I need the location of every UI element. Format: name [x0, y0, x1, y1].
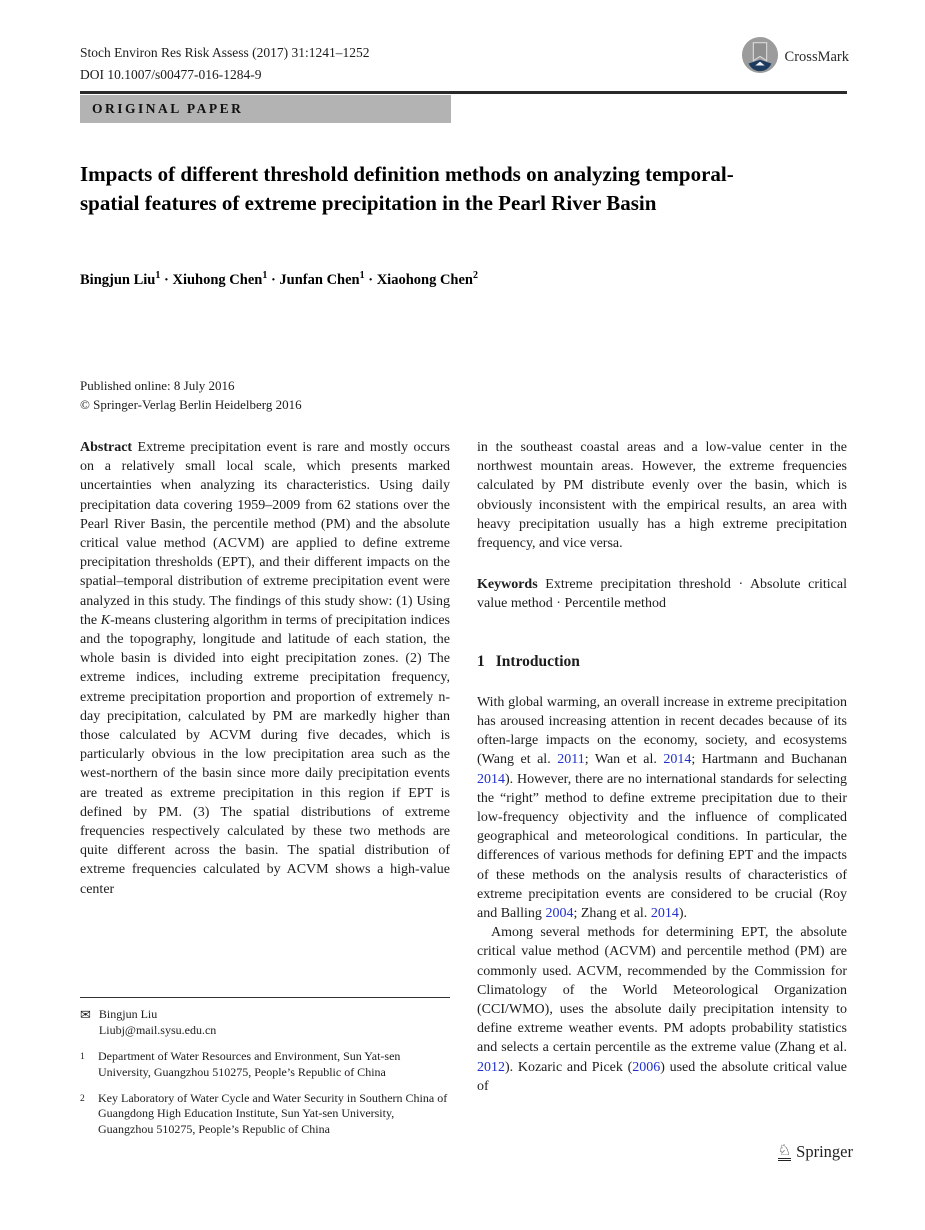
text-run: Abstract: [80, 440, 133, 455]
header-rule: [80, 91, 847, 94]
affiliation-2-marker: 2: [80, 1093, 85, 1104]
text-run: ) used the absolute critical value of: [477, 1059, 848, 1094]
left-column: [80, 438, 450, 1138]
introduction-paragraph-1: [477, 693, 847, 923]
introduction-paragraph-2: [477, 923, 847, 1096]
doi-line: DOI 10.1007/s00477-016-1284-9: [80, 67, 262, 82]
text-run: ).: [678, 906, 687, 922]
section-heading-introduction: [477, 652, 847, 671]
text-run: With global warming, an overall increase in extreme precipitation has aroused increasing attention in recent decades because of its often-large impacts on the economy, society, and ecosystems (Wang et al.: [477, 694, 847, 768]
envelope-icon: ✉: [80, 1007, 91, 1023]
text-run: Xiaohong Chen: [376, 272, 473, 288]
text-run: ). Kozaric and Picek (: [505, 1059, 633, 1075]
superscript-marker: 1: [262, 270, 268, 282]
text-run: Xiuhong Chen: [172, 272, 263, 288]
copyright-line: © Springer-Verlag Berlin Heidelberg 2016: [80, 397, 302, 412]
citation-link[interactable]: 2004: [545, 906, 574, 922]
correspondence-email: Liubj@mail.sysu.edu.cn: [98, 1023, 217, 1038]
abstract-paragraph: [80, 438, 450, 899]
section-title: Introduction: [495, 652, 580, 670]
text-run: ·: [364, 272, 377, 288]
affiliation-1-marker: 1: [80, 1052, 85, 1063]
text-run: ·: [160, 272, 173, 288]
text-run: Extreme precipitation threshold · Absolute critical value method · Percentile method: [477, 577, 847, 612]
text-run: Extreme precipitation event is rare and mostly occurs on a relatively small local scale, which presents marked uncertainties when analyzing its characteristics. Using daily precipitation data covering 1959–2009 from 62 stations over the Pearl River Basin, the percentile method (PM) and the absolute critical value method (ACVM) are applied to define extreme precipitation thresholds (EPT), and their different impacts on the spatial–temporal distribution of extreme precipitation event were analyzed in this study. The findings of this study show: (1) Using the: [80, 440, 450, 628]
crossmark-badge[interactable]: [741, 36, 849, 79]
footnote-rule: [80, 997, 450, 998]
text-run: ). However, there are no international standards for selecting the “right” method to define extreme precipitation due to their low-frequency objectivity and the influence of complicated geographical and meteorological conditions. In particular, the differences of various methods for defining EPT and the impacts of these methods on the analysis results of characteristics of extreme precipitation events are considered to be crucial (Roy and Balling: [477, 771, 847, 922]
superscript-marker: 2: [473, 270, 478, 282]
citation-link[interactable]: 2006: [632, 1059, 661, 1075]
publication-meta: [80, 376, 302, 414]
article-type-banner: ORIGINAL PAPER: [80, 95, 451, 123]
footnote-block: [80, 997, 450, 1138]
superscript-marker: 1: [359, 270, 365, 282]
affiliation-1: [80, 1049, 450, 1081]
citation-link[interactable]: 2014: [477, 771, 505, 787]
right-column: [477, 438, 847, 1138]
journal-reference: [80, 42, 370, 86]
affiliation-2: [80, 1091, 450, 1138]
citation-link[interactable]: 2014: [663, 752, 692, 768]
text-run: ; Hartmann and Buchanan: [691, 752, 848, 768]
text-run: K: [100, 612, 111, 628]
correspondence-name: Bingjun Liu: [98, 1007, 158, 1022]
keywords-paragraph: [477, 575, 847, 613]
citation-link[interactable]: 2014: [650, 906, 679, 922]
affiliation-1-text: Department of Water Resources and Environment, Sun Yat-sen University, Guangzhou 510275, People’s Republic of China: [98, 1049, 401, 1079]
superscript-marker: 1: [155, 270, 161, 282]
correspondence: [80, 1007, 450, 1039]
published-online: Published online: 8 July 2016: [80, 378, 235, 393]
body-columns: [80, 438, 847, 1138]
abstract-continuation: in the southeast coastal areas and a low-value center in the northwest mountain areas. However, the extreme frequencies calculated by PM distribute evenly over the basin, which is obviously inconsistent with the empirical results, an area with heavy precipitation usually has a high extreme precipitation frequency, and vice versa.: [477, 440, 847, 552]
correspondence-details: [99, 1007, 216, 1039]
affiliation-2-text: Key Laboratory of Water Cycle and Water Security in Southern China of Guangdong High Education Institute, Sun Yat-sen University, Guangzhou 510275, People’s Republic of China: [98, 1090, 448, 1137]
page-title: Impacts of different threshold definition methods on analyzing temporal-spatial features of extreme precipitation in the Pearl River Basin: [80, 162, 734, 215]
crossmark-icon: [741, 36, 779, 79]
text-run: ·: [267, 272, 280, 288]
crossmark-label: CrossMark: [784, 49, 849, 65]
springer-logo: [778, 1142, 853, 1162]
journal-citation-line: Stoch Environ Res Risk Assess (2017) 31:1241–1252: [80, 45, 370, 60]
text-run: Junfan Chen: [279, 272, 360, 288]
text-run: ; Wan et al.: [584, 752, 664, 768]
text-run: Among several methods for determining EPT, the absolute critical value method (ACVM) and percentile method (PM) are commonly used. ACVM, recommended by the Commission for Climatology of the World Meteorological Organization (CCI/WMO), uses the absolute daily precipitation intensity to define extreme weather events. PM adopts probability statistics and selects a certain percentile as the extreme value (Zhang et al.: [477, 925, 847, 1056]
citation-link[interactable]: 2012: [477, 1059, 505, 1075]
text-run: Bingjun Liu: [80, 272, 156, 288]
section-number: 1: [477, 652, 485, 670]
author-line: [80, 272, 478, 289]
citation-link[interactable]: 2011: [557, 752, 585, 768]
text-run: -means clustering algorithm in terms of precipitation indices and the topography, longitude and latitude of each station, the whole basin is divided into eight precipitation zones. (2) The extreme indices, including extreme precipitation frequency, extreme precipitation proportion and proportion of extremely n-day precipitation, calculated by PM are markedly higher than those calculated by ACVM during five decades, which is particularly obvious in the low precipitation area such as the west-northern of the basin since more daily precipitation events are treated as extreme precipitation in this region if EPT is defined by PM. (3) The spatial distributions of extreme frequencies respectively calculated by these two methods are quite different across the basin. The spatial distribution of extreme frequencies calculated by ACVM shows a high-value center: [80, 612, 450, 897]
text-run: ; Zhang et al.: [573, 906, 651, 922]
text-run: Keywords: [477, 577, 538, 593]
springer-label: Springer: [796, 1142, 853, 1161]
springer-knight-icon: ♘: [777, 1141, 792, 1159]
